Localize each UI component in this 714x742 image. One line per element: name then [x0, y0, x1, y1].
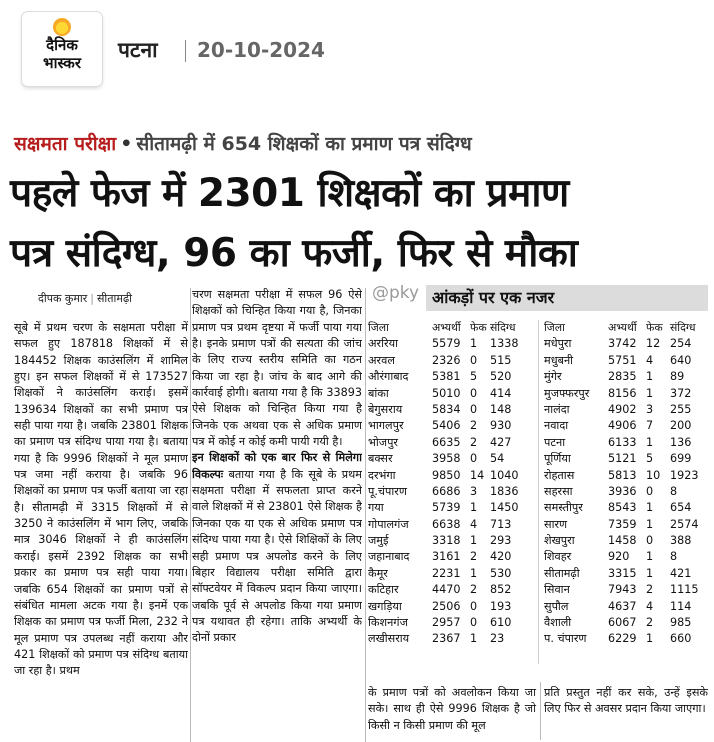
table-cell: 12: [646, 337, 661, 351]
table-cell: 654: [670, 501, 692, 515]
table-row: [368, 369, 710, 385]
table-cell: 1338: [490, 337, 519, 351]
table-cell: 2231: [432, 566, 461, 580]
table-cell: 421: [670, 566, 692, 580]
article-column-1: [14, 320, 188, 742]
table-cell: 4637: [608, 599, 637, 613]
table-cell: 699: [670, 452, 692, 466]
article-col1-text: सूबे में प्रथम चरण के सक्षमता परीक्षा में सफल हुए 187818 शिक्षकों में से 184452 शिक्षक काउंसलिंग में शामिल हुए। इन सफल शिक्षकों में से 173527 शिक्षकों ने काउंसलिंग कराई। इसमें 139634 शिक्षकों का सभी प्रमाण पत्र सही पाया गया है। जबकि 23801 शिक्षक का प्रमाण पत्र संदिग्ध पाया गया है। बताया गया है कि 9996 शिक्षकों ने मूल प्रमाण पत्र जमा नहीं कराया है। जबकि 96 शिक्षकों का प्रमाण पत्र फर्जी बताया जा रहा है। सीतामढ़ी में 3315 शिक्षकों में से 3250 ने काउंसलिंग में भाग लिए, जबकि मात्र 3046 शिक्षकों ने ही काउंसलिंग कराई। इसमें 2392 शिक्षक का सभी प्रकार का प्रमाण पत्र सही पाया गया। जबकि 654 शिक्षकों का प्रमाण पत्रों से संबंधित मामला अटक गया है। इनमें एक शिक्षक का प्रमाण पत्र फर्जी मिला, 232 ने मूल प्रमाण पत्र उपलब्ध नहीं कराया और 421 शिक्षकों को प्रमाण पत्र संदिग्ध बताया जा रहा है। प्रथम: [14, 321, 188, 678]
table-cell: 3742: [608, 337, 637, 351]
table-cell: 5813: [608, 468, 637, 482]
table-cell: वैशाली: [544, 616, 572, 630]
table-cell: 1923: [670, 468, 699, 482]
table-cell: भोजपुर: [368, 435, 398, 449]
table-cell: जमुई: [368, 534, 389, 548]
table-cell: 114: [670, 599, 692, 613]
table-cell: 2835: [608, 370, 637, 384]
table-cell: 1: [646, 566, 654, 580]
table-cell: 2: [646, 616, 654, 630]
table-cell: 8156: [608, 386, 637, 400]
table-cell: 0: [470, 452, 478, 466]
table-cell: प. चंपारण: [544, 632, 587, 646]
table-header-cell: अभ्यर्थी: [432, 321, 461, 334]
article-subheading: इन शिक्षकों को एक बार फिर से मिलेगा विकल्पः: [192, 451, 362, 481]
table-cell: 5: [646, 452, 654, 466]
table-cell: 255: [670, 402, 692, 416]
table-row: [368, 418, 710, 434]
table-cell: लखीसराय: [368, 632, 410, 646]
table-cell: अरवल: [368, 353, 395, 367]
table-row: [368, 451, 710, 467]
table-cell: दरभंगा: [368, 468, 396, 482]
table-cell: 985: [670, 616, 692, 630]
table-cell: 254: [670, 337, 692, 351]
newspaper-logo: [22, 12, 102, 86]
logo-line-1: दैनिक: [46, 36, 78, 54]
table-cell: 4902: [608, 402, 637, 416]
table-cell: औरंगाबाद: [368, 370, 409, 384]
table-cell: 6686: [432, 484, 461, 498]
byline-city: सीतामढ़ी: [96, 292, 133, 305]
table-cell: नालंदा: [544, 402, 570, 416]
table-cell: 4: [646, 353, 654, 367]
table-cell: नवादा: [544, 419, 569, 433]
table-cell: 148: [490, 402, 512, 416]
article-col2-text-a: चरण सक्षमता परीक्षा में सफल 96 ऐसे शिक्षकों को चिन्हित किया गया है, जिनका प्रमाण पत्र प्रथम दृष्टया में फर्जी पाया गया है। इनके प्रमाण पत्रों की सत्यता की जांच के लिए राज्य स्तरीय समिति का गठन किया जा रहा है। जांच के बाद आगे की कार्रवाई होगी। बताया गया है कि 33893 ऐसे शिक्षक को चिन्हित किया गया है जिनके एक अथवा एक से अधिक प्रमाण पत्र में कोई न कोई कमी पायी गयी है।: [192, 288, 362, 449]
table-cell: 520: [490, 370, 512, 384]
table-cell: 5381: [432, 370, 461, 384]
table-cell: सुपौल: [544, 599, 569, 613]
table-cell: 14: [470, 468, 485, 482]
table-cell: 2: [470, 550, 478, 564]
table-cell: 0: [646, 534, 654, 548]
article-bottom-text-1: के प्रमाण पत्रों को अवलोकन किया जा सके। साथ ही ऐसे 9996 शिक्षक है जो किसी न किसी प्रमाण की मूल: [368, 686, 536, 732]
table-cell: पटना: [544, 435, 566, 449]
table-cell: सीतामढ़ी: [544, 566, 580, 580]
table-cell: 200: [670, 419, 692, 433]
table-cell: 1: [470, 534, 478, 548]
table-cell: 4: [646, 599, 654, 613]
table-cell: पूर्णिया: [544, 452, 571, 466]
table-title: आंकड़ों पर एक नजर: [432, 288, 555, 307]
headline-line-1: पहले फेज में 2301 शिक्षकों का प्रमाण: [10, 171, 569, 216]
table-cell: मुंगेर: [544, 370, 562, 384]
table-cell: 388: [670, 534, 692, 548]
table-row: [368, 468, 710, 484]
table-cell: 852: [490, 583, 512, 597]
table-cell: कैमूर: [368, 566, 388, 580]
table-cell: 1: [646, 550, 654, 564]
table-column-divider: [538, 320, 539, 664]
table-cell: 2326: [432, 353, 461, 367]
column-divider: [365, 288, 366, 742]
table-cell: 1: [646, 370, 654, 384]
table-cell: 54: [490, 452, 505, 466]
table-cell: 2: [646, 583, 654, 597]
table-cell: 7359: [608, 517, 637, 531]
table-cell: 2957: [432, 616, 461, 630]
table-row: [368, 435, 710, 451]
table-cell: 660: [670, 632, 692, 646]
table-cell: 3: [646, 402, 654, 416]
kicker-text: सीतामढ़ी में 654 शिक्षकों का प्रमाण पत्र संदिग्ध: [136, 133, 472, 155]
table-cell: 3315: [608, 566, 637, 580]
table-row: [368, 582, 710, 598]
table-cell: 3161: [432, 550, 461, 564]
logo-line-2: भास्कर: [43, 54, 81, 72]
table-cell: 530: [490, 566, 512, 580]
table-cell: 8543: [608, 501, 637, 515]
table-cell: 5834: [432, 402, 461, 416]
table-cell: 920: [608, 550, 630, 564]
table-cell: बांका: [368, 386, 389, 400]
table-row: [368, 615, 710, 631]
table-cell: पू.चंपारण: [368, 484, 407, 498]
table-cell: किशनगंज: [368, 616, 408, 630]
table-cell: मधुबनी: [544, 353, 574, 367]
article-column-2: [192, 287, 362, 742]
table-cell: 2: [470, 419, 478, 433]
table-cell: 0: [470, 353, 478, 367]
table-cell: 3936: [608, 484, 637, 498]
table-cell: 1: [646, 386, 654, 400]
table-header-cell: जिला: [368, 321, 389, 334]
table-cell: 420: [490, 550, 512, 564]
table-row: [368, 566, 710, 582]
article-col2-text-b: बताया गया है कि सूबे के प्रथम सक्षमता परीक्षा में सफलता प्राप्त करने वाले शिक्षकों में से 23801 ऐसे शिक्षक है जिनका एक या एक से अधिक प्रमाण पत्र संदिग्ध पाया गया है। ऐसे शिक्षिकों के लिए सही प्रमाण पत्र अपलोड करने के लिए बिहार विद्यालय परीक्षा समिति द्वारा सॉफ्टवेयर में विकल्प प्रदान किया जाएगा। जबकि पूर्व से अपलोड किया गया प्रमाण पत्र यथावत ही रहेगा। ताकि अभ्यर्थी के दोनों प्रकार: [192, 467, 362, 645]
header-divider: [185, 40, 186, 62]
watermark: @pky: [372, 283, 420, 303]
table-cell: 193: [490, 599, 512, 613]
article-bottom-text-2: प्रति प्रस्तुत नहीं कर सके, उन्हें इसके लिए फिर से अवसर प्रदान किया जाएगा।: [544, 686, 708, 716]
table-cell: 136: [670, 435, 692, 449]
table-cell: रोहतास: [544, 468, 575, 482]
table-row: [368, 500, 710, 516]
byline-author: दीपक कुमार: [38, 292, 88, 305]
table-cell: 515: [490, 353, 512, 367]
table-row: [368, 533, 710, 549]
city-label: पटना: [118, 38, 158, 62]
table-cell: 1458: [608, 534, 637, 548]
table-cell: 4: [470, 517, 478, 531]
kicker-tag: सक्षमता परीक्षा: [14, 133, 117, 155]
table-row: [368, 549, 710, 565]
table-cell: 1450: [490, 501, 519, 515]
table-cell: जहानाबाद: [368, 550, 410, 564]
table-cell: 6067: [608, 616, 637, 630]
table-cell: 1: [470, 337, 478, 351]
table-row: [368, 402, 710, 418]
table-header-cell: फेक: [646, 321, 663, 334]
table-cell: 0: [470, 402, 478, 416]
table-cell: 930: [490, 419, 512, 433]
table-cell: 293: [490, 534, 512, 548]
table-cell: बक्सर: [368, 452, 393, 466]
table-row: [368, 336, 710, 352]
byline: [38, 291, 132, 306]
table-row: [368, 631, 710, 647]
table-cell: 713: [490, 517, 512, 531]
table-cell: खगड़िया: [368, 599, 402, 613]
table-cell: 89: [670, 370, 685, 384]
table-cell: 2367: [432, 632, 461, 646]
table-cell: 640: [670, 353, 692, 367]
table-cell: 3318: [432, 534, 461, 548]
column-divider: [540, 682, 541, 740]
table-cell: 7943: [608, 583, 637, 597]
table-cell: अररिया: [368, 337, 398, 351]
table-cell: 3: [470, 484, 478, 498]
table-cell: 1836: [490, 484, 519, 498]
table-header-cell: अभ्यर्थी: [608, 321, 637, 334]
table-cell: समस्तीपुर: [544, 501, 583, 515]
table-cell: 2: [470, 583, 478, 597]
table-row: [368, 599, 710, 615]
table-cell: 0: [646, 484, 654, 498]
table-header-cell: जिला: [544, 321, 565, 334]
page-header: [0, 0, 714, 92]
table-cell: 10: [646, 468, 661, 482]
column-divider: [190, 288, 191, 742]
kicker-bullet: •: [120, 133, 133, 155]
table-cell: 6229: [608, 632, 637, 646]
table-cell: 427: [490, 435, 512, 449]
table-cell: 5406: [432, 419, 461, 433]
table-cell: 2506: [432, 599, 461, 613]
table-cell: 610: [490, 616, 512, 630]
table-cell: मुजफ्फरपुर: [544, 386, 590, 400]
table-cell: 0: [470, 386, 478, 400]
table-cell: 1: [470, 632, 478, 646]
table-cell: 5739: [432, 501, 461, 515]
table-cell: बेगुसराय: [368, 402, 403, 416]
table-cell: 7: [646, 419, 654, 433]
table-row: [368, 386, 710, 402]
kicker-line: [14, 128, 704, 160]
sun-icon: [53, 18, 71, 36]
table-cell: गया: [368, 501, 384, 515]
byline-separator: |: [90, 292, 94, 305]
table-cell: मधेपुरा: [544, 337, 572, 351]
table-cell: 3958: [432, 452, 461, 466]
table-cell: 6635: [432, 435, 461, 449]
table-cell: 414: [490, 386, 512, 400]
table-cell: 0: [470, 616, 478, 630]
table-cell: गोपालगंज: [368, 517, 409, 531]
table-cell: सिवान: [544, 583, 570, 597]
table-cell: सारण: [544, 517, 568, 531]
district-stats-table: [368, 320, 710, 648]
table-cell: 2: [470, 435, 478, 449]
table-cell: 23: [490, 632, 505, 646]
table-row: [368, 353, 710, 369]
table-cell: 2574: [670, 517, 699, 531]
table-cell: 5121: [608, 452, 637, 466]
table-cell: 5751: [608, 353, 637, 367]
table-cell: 1: [470, 501, 478, 515]
table-cell: 9850: [432, 468, 461, 482]
table-cell: 4906: [608, 419, 637, 433]
table-header-row: [368, 320, 710, 336]
table-row: [368, 484, 710, 500]
table-header-cell: संदिग्ध: [490, 321, 516, 334]
table-cell: 1: [646, 501, 654, 515]
table-cell: 5579: [432, 337, 461, 351]
table-cell: शिवहर: [544, 550, 572, 564]
table-header-cell: संदिग्ध: [670, 321, 696, 334]
headline-line-2: पत्र संदिग्ध, 96 का फर्जी, फिर से मौका: [10, 231, 578, 276]
table-cell: 8: [670, 550, 678, 564]
table-header-cell: फेक: [470, 321, 487, 334]
table-cell: 6133: [608, 435, 637, 449]
table-cell: भागलपुर: [368, 419, 404, 433]
table-cell: 1040: [490, 468, 519, 482]
table-row: [368, 517, 710, 533]
table-cell: 1: [470, 566, 478, 580]
date-label: 20-10-2024: [197, 38, 325, 62]
table-cell: 1: [646, 517, 654, 531]
table-cell: 0: [470, 599, 478, 613]
table-cell: सहरसा: [544, 484, 573, 498]
table-cell: 1: [646, 632, 654, 646]
table-cell: शेखपुरा: [544, 534, 575, 548]
table-cell: कटिहार: [368, 583, 399, 597]
table-cell: 1: [646, 435, 654, 449]
table-cell: 5010: [432, 386, 461, 400]
table-cell: 6638: [432, 517, 461, 531]
table-cell: 5: [470, 370, 478, 384]
table-cell: 1115: [670, 583, 699, 597]
table-cell: 372: [670, 386, 692, 400]
table-cell: 4470: [432, 583, 461, 597]
table-cell: 8: [670, 484, 678, 498]
